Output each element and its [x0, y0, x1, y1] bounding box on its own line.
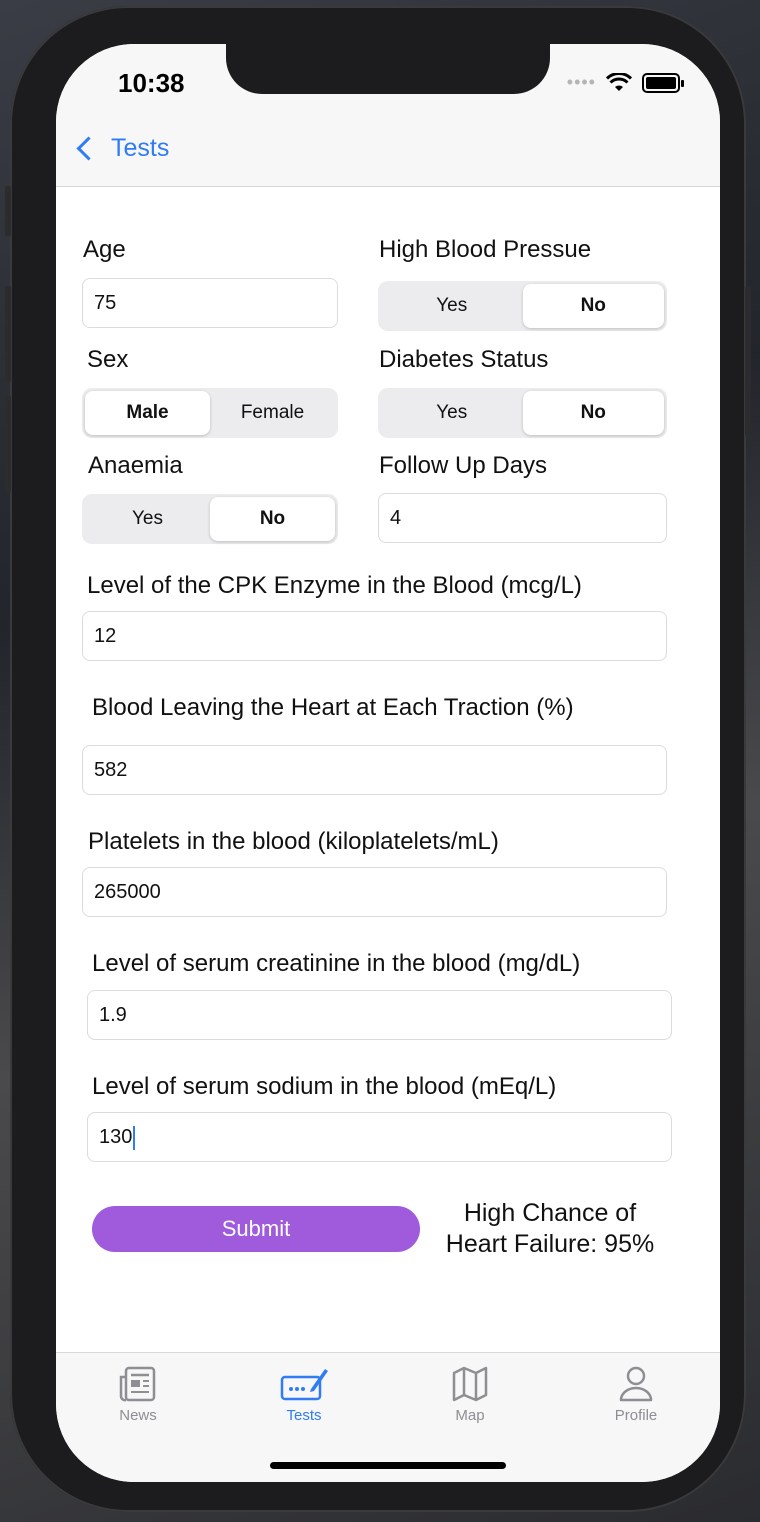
tab-tests[interactable]	[244, 1365, 364, 1424]
anaemia-no-option[interactable]: No	[210, 497, 335, 541]
high-bp-yes-option[interactable]: Yes	[436, 295, 468, 316]
prediction-result	[432, 1198, 668, 1260]
diabetes-status-label: Diabetes Status	[379, 346, 549, 373]
high-blood-pressure-label: High Blood Pressue	[379, 236, 592, 263]
cpk-field[interactable]: 12	[82, 611, 667, 661]
mute-switch	[5, 186, 11, 236]
power-button	[745, 286, 751, 436]
age-label: Age	[83, 236, 126, 263]
follow-up-days-label: Follow Up Days	[379, 452, 548, 479]
tab-map-label: Map	[455, 1407, 485, 1424]
person-icon	[616, 1365, 656, 1403]
tab-news[interactable]	[78, 1365, 198, 1424]
submit-button[interactable]: Submit	[92, 1206, 420, 1252]
high-blood-pressure-segmented-control	[378, 281, 667, 331]
creatinine-label: Level of serum creatinine in the blood (mg/dL)	[92, 950, 581, 977]
wifi-icon	[606, 73, 632, 93]
sex-label: Sex	[87, 346, 129, 373]
platelets-field[interactable]: 265000	[82, 867, 667, 917]
sodium-field[interactable]	[87, 1112, 672, 1162]
tab-profile[interactable]	[576, 1365, 696, 1424]
text-cursor	[133, 1126, 135, 1150]
platelets-label: Platelets in the blood (kiloplatelets/mL)	[88, 828, 499, 855]
ejection-fraction-field[interactable]: 582	[82, 745, 667, 795]
back-button[interactable]	[74, 134, 169, 163]
sex-male-option[interactable]: Male	[85, 391, 210, 435]
signal-icon: ••••	[566, 72, 596, 92]
age-field[interactable]: 75	[82, 278, 338, 328]
result-line-2: Heart Failure: 95%	[445, 1230, 655, 1258]
sodium-value: 130	[99, 1126, 133, 1148]
diabetes-no-option[interactable]: No	[523, 391, 665, 435]
notch	[226, 44, 550, 94]
volume-up-button	[5, 286, 11, 382]
sex-female-option[interactable]: Female	[240, 402, 305, 423]
follow-up-days-field[interactable]: 4	[378, 493, 667, 543]
tab-map[interactable]	[410, 1365, 530, 1424]
creatinine-field[interactable]: 1.9	[87, 990, 672, 1040]
volume-down-button	[5, 396, 11, 492]
result-line-1: High Chance of	[463, 1199, 637, 1227]
diabetes-yes-option[interactable]: Yes	[436, 402, 468, 423]
home-indicator[interactable]	[270, 1462, 506, 1469]
screen	[56, 44, 720, 1482]
chevron-left-icon	[76, 136, 100, 160]
sex-segmented-control	[82, 388, 338, 438]
tab-profile-label: Profile	[614, 1407, 658, 1424]
anaemia-label: Anaemia	[88, 452, 183, 479]
sodium-label: Level of serum sodium in the blood (mEq/L)	[92, 1073, 557, 1100]
keyboard-pencil-icon	[278, 1365, 330, 1403]
map-icon	[450, 1365, 490, 1403]
high-bp-no-option[interactable]: No	[523, 284, 665, 328]
anaemia-yes-option[interactable]: Yes	[132, 508, 163, 529]
diabetes-segmented-control	[378, 388, 667, 438]
battery-icon	[642, 73, 680, 93]
phone-frame	[10, 6, 746, 1512]
status-icons	[567, 72, 680, 93]
status-time: 10:38	[118, 68, 185, 98]
back-button-label: Tests	[111, 134, 170, 162]
ejection-fraction-label: Blood Leaving the Heart at Each Traction (%)	[92, 694, 574, 721]
tab-tests-label: Tests	[286, 1407, 322, 1424]
newspaper-icon	[118, 1365, 158, 1403]
tab-news-label: News	[119, 1407, 157, 1424]
cpk-label: Level of the CPK Enzyme in the Blood (mcg/L)	[87, 572, 582, 599]
anaemia-segmented-control	[82, 494, 338, 544]
